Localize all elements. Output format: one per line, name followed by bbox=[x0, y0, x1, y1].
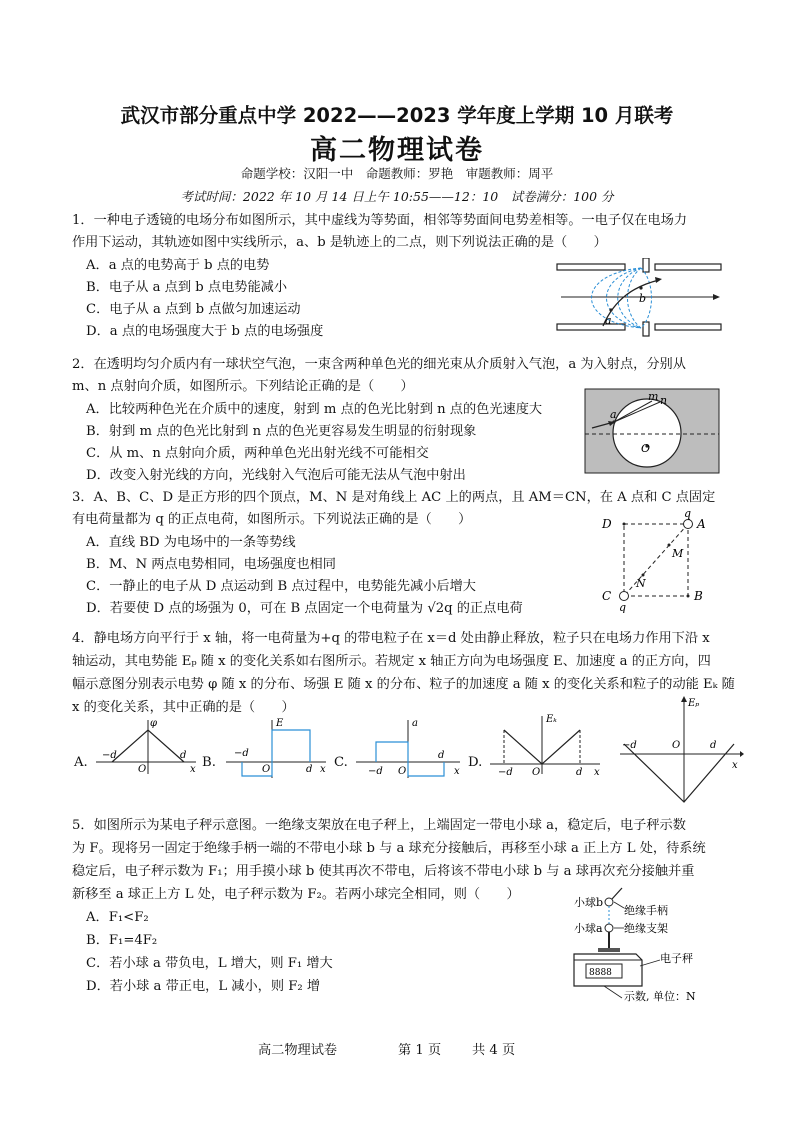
q2-label-a: a bbox=[610, 408, 617, 421]
q2-option-d: D．改变入射光线的方向，光线射入气泡后可能无法从气泡中射出 bbox=[86, 468, 466, 483]
q5-scale-display-digits: 8888 bbox=[589, 968, 612, 978]
q4c-axis-x: x bbox=[454, 766, 460, 777]
q5-figure-electronic-scale bbox=[560, 884, 740, 1006]
q5-label-ball-b: 小球b bbox=[574, 896, 604, 909]
q4a-axis-phi: φ bbox=[150, 718, 158, 729]
q3-label-D: D bbox=[602, 517, 612, 531]
q4a-origin: O bbox=[138, 764, 147, 775]
q3-option-b: B．M、N 两点电势相同，电场强度也相同 bbox=[86, 557, 336, 572]
footer-subject: 高二物理试卷 bbox=[258, 1043, 338, 1058]
q1-figure-electron-lens bbox=[555, 258, 725, 340]
q3-label-qC: q bbox=[619, 601, 627, 613]
q4-option-d-letter: D. bbox=[468, 755, 483, 770]
q3-option-d: D．若要使 D 点的场强为 0，可在 B 点固定一个电荷量为 √2q 的正点电荷 bbox=[86, 601, 523, 616]
q3-label-M: M bbox=[672, 547, 684, 560]
q5-stem-2: 为 F。现将另一固定于绝缘手柄一端的不带电小球 b 与 a 球充分接触后，再移至小球 a 正上方 L 处，待系统 bbox=[72, 841, 706, 856]
q4c-origin: O bbox=[398, 766, 407, 777]
q5-option-d: D．若小球 a 带正电，L 减小，则 F₂ 增 bbox=[86, 979, 321, 994]
q3-label-N: N bbox=[636, 577, 646, 590]
q3-label-C: C bbox=[602, 589, 612, 603]
q2-label-m: m bbox=[648, 390, 659, 403]
q5-stem-4: 新移至 a 球正上方 L 处，电子秤示数为 F₂。若两小球完全相同，则（ ） bbox=[72, 887, 520, 902]
q4-stem-4: x 的变化关系，其中正确的是（ ） bbox=[72, 700, 295, 715]
q4d-axis-x: x bbox=[594, 767, 600, 778]
q4c-axis-a: a bbox=[412, 718, 418, 729]
q5-option-b: B．F₁=4F₂ bbox=[86, 933, 158, 948]
exam-title: 武汉市部分重点中学 2022——2023 学年度上学期 10 月联考 bbox=[120, 104, 674, 127]
q2-stem-2: m、n 点射向介质，如图所示。下列结论正确的是（ ） bbox=[72, 379, 414, 394]
q4-reference-graph-ep bbox=[616, 694, 746, 806]
q5-stem-3: 稳定后，电子秤示数为 F₁；用手摸小球 b 使其再次不带电，后将该不带电小球 b 与 a 球再次充分接触并重 bbox=[72, 864, 695, 879]
q4c-d: d bbox=[438, 750, 445, 761]
q4ref-d: d bbox=[710, 740, 717, 751]
q4ref-axis-ep: Eₚ bbox=[688, 698, 700, 709]
q1-option-c: C．电子从 a 点到 b 点做匀加速运动 bbox=[86, 302, 301, 317]
q2-option-a: A．比较两种色光在介质中的速度，射到 m 点的色光比射到 n 点的色光速度大 bbox=[86, 402, 543, 417]
q4ref-origin: O bbox=[672, 740, 681, 751]
exam-info-line: 考试时间：2022 年 10 月 14 日上午 10:55——12：10 试卷满分：100 分 bbox=[180, 189, 614, 204]
q4-stem-3: 幅示意图分别表示电势 φ 随 x 的分布、场强 E 随 x 的分布、粒子的加速度 a 随 x 的变化关系和粒子的动能 Eₖ 随 bbox=[72, 677, 735, 692]
q4b-origin: O bbox=[262, 764, 271, 775]
q4d-neg-d: −d bbox=[498, 767, 513, 778]
q4c-neg-d: −d bbox=[368, 766, 383, 777]
q5-label-ball-a: 小球a bbox=[574, 922, 603, 935]
q4-option-c-letter: C. bbox=[334, 755, 348, 770]
footer-total: 共 4 页 bbox=[472, 1043, 516, 1058]
q4a-d: d bbox=[180, 750, 187, 761]
q4b-d: d bbox=[306, 764, 313, 775]
q4d-d: d bbox=[576, 767, 583, 778]
q2-label-o: O bbox=[641, 442, 651, 455]
q2-option-b: B．射到 m 点的色光比射到 n 点的色光更容易发生明显的衍射现象 bbox=[86, 424, 477, 439]
q1-option-a: A．a 点的电势高于 b 点的电势 bbox=[86, 258, 270, 273]
q2-figure-air-bubble bbox=[584, 388, 720, 474]
q1-option-d: D．a 点的电场强度大于 b 点的电场强度 bbox=[86, 324, 324, 339]
q5-stem-1: 5．如图所示为某电子秤示意图。一绝缘支架放在电子秤上，上端固定一带电小球 a，稳定后，电子秤示数 bbox=[72, 818, 686, 833]
q3-label-A: A bbox=[697, 517, 706, 531]
q3-option-a: A．直线 BD 为电场中的一条等势线 bbox=[86, 535, 296, 550]
q2-stem-1: 2．在透明均匀介质内有一球状空气泡，一束含两种单色光的细光束从介质射入气泡，a 为入射点，分别从 bbox=[72, 357, 686, 372]
q5-label-reading: 示数, 单位：N bbox=[624, 990, 696, 1003]
q4b-axis-x: x bbox=[320, 764, 326, 775]
q1-label-b: b bbox=[639, 292, 647, 305]
q3-stem-2: 有电荷量都为 q 的正点电荷，如图所示。下列说法正确的是（ ） bbox=[72, 512, 472, 527]
paper-subtitle: 高二物理试卷 bbox=[310, 135, 484, 166]
q4a-axis-x: x bbox=[190, 764, 196, 775]
q4d-origin: O bbox=[532, 767, 541, 778]
q4-graph-a-phi bbox=[92, 716, 200, 778]
q1-option-b: B．电子从 a 点到 b 点电势能减小 bbox=[86, 280, 288, 295]
q4a-neg-d: −d bbox=[102, 750, 117, 761]
q5-option-a: A．F₁<F₂ bbox=[86, 910, 149, 925]
q4ref-axis-x: x bbox=[732, 760, 738, 771]
q3-figure-square-charges bbox=[594, 507, 712, 613]
q4b-axis-E: E bbox=[276, 718, 284, 729]
q4b-neg-d: −d bbox=[234, 748, 249, 759]
q4-option-b-letter: B. bbox=[202, 755, 216, 770]
q1-stem-1: 1．一种电子透镜的电场分布如图所示，其中虚线为等势面，相邻等势面间电势差相等。一电子仅在电场力 bbox=[72, 213, 688, 228]
q4-option-a-letter: A. bbox=[74, 755, 88, 770]
q4d-axis-ek: Eₖ bbox=[546, 714, 557, 725]
q5-label-scale: 电子秤 bbox=[660, 952, 693, 965]
q1-label-a: a bbox=[605, 314, 612, 327]
q2-option-c: C．从 m、n 点射向介质，两种单色光出射光线不可能相交 bbox=[86, 446, 429, 461]
q4-graph-d-kinetic bbox=[486, 712, 604, 778]
q4ref-neg-d: −d bbox=[622, 740, 637, 751]
authors-line: 命题学校：汉阳一中 命题教师：罗艳 审题教师：周平 bbox=[240, 166, 554, 181]
q3-label-B: B bbox=[694, 589, 703, 603]
q3-stem-1: 3．A、B、C、D 是正方形的四个顶点，M、N 是对角线上 AC 上的两点，且 AM＝CN，在 A 点和 C 点固定 bbox=[72, 490, 716, 505]
q5-label-handle: 绝缘手柄 bbox=[624, 904, 668, 917]
q5-label-stand: 绝缘支架 bbox=[624, 922, 668, 935]
q3-option-c: C．一静止的电子从 D 点运动到 B 点过程中，电势能先减小后增大 bbox=[86, 579, 476, 594]
q4-stem-2: 轴运动，其电势能 Eₚ 随 x 的变化关系如右图所示。若规定 x 轴正方向为电场强度 E、加速度 a 的正方向，四 bbox=[72, 654, 711, 669]
q4-graph-b-field bbox=[222, 716, 330, 782]
footer-page: 第 1 页 bbox=[398, 1043, 442, 1058]
q4-graph-c-acceleration bbox=[352, 716, 464, 782]
q3-label-qA: q bbox=[684, 507, 692, 520]
q4-stem-1: 4．静电场方向平行于 x 轴，将一电荷量为+q 的带电粒子在 x＝d 处由静止释放，粒子只在电场力作用下沿 x bbox=[72, 631, 710, 646]
q2-label-n: n bbox=[660, 394, 668, 407]
q5-option-c: C．若小球 a 带负电，L 增大，则 F₁ 增大 bbox=[86, 956, 333, 971]
q1-stem-2: 作用下运动，其轨迹如图中实线所示，a、b 是轨迹上的二点，则下列说法正确的是（ ） bbox=[72, 235, 607, 250]
